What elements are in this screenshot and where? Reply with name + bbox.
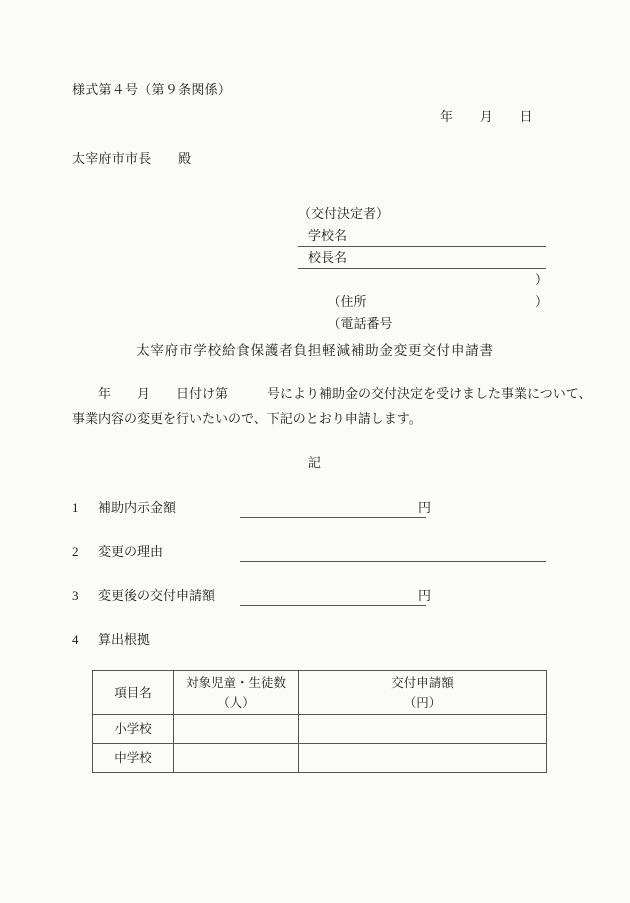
- date-line: 年 月 日: [440, 109, 533, 124]
- item-label: 算出根拠: [98, 632, 151, 647]
- phone-field[interactable]: [298, 291, 548, 331]
- address-label: （住所: [327, 294, 367, 309]
- item-value-blank[interactable]: [240, 541, 546, 562]
- table-row: [93, 715, 547, 744]
- addressee: 太宰府市市長 殿: [72, 151, 192, 166]
- cell-elementary-count[interactable]: [174, 715, 299, 744]
- item-value-blank[interactable]: [240, 585, 426, 606]
- item-label: 変更の理由: [98, 544, 164, 559]
- row-label-junior-high: 中学校: [93, 744, 174, 773]
- body-line-1: 年 月 日付け第 号により補助金の交付決定を受けました事業について、: [72, 386, 592, 401]
- applicant-block: [298, 203, 548, 331]
- column-header-item-name: [93, 671, 174, 715]
- calculation-table: [92, 670, 547, 773]
- item-label: 変更後の交付申請額: [98, 588, 216, 603]
- phone-label: （電話番号: [327, 316, 393, 331]
- cell-junior-high-count[interactable]: [174, 744, 299, 773]
- item-label: 補助内示金額: [98, 500, 177, 515]
- body-paragraph: [72, 381, 592, 431]
- item-number: 2: [72, 544, 79, 559]
- item-subsidy-indicated-amount: [72, 497, 550, 519]
- column-header-student-count: [174, 671, 299, 715]
- item-number: 4: [72, 632, 79, 647]
- item-number: 1: [72, 500, 79, 515]
- ki-marker: 記: [307, 455, 323, 470]
- item-calculation-basis: [72, 629, 550, 651]
- header-main: 項目名: [114, 685, 152, 700]
- address-field[interactable]: [298, 269, 548, 309]
- item-revised-application-amount: [72, 585, 550, 607]
- address-close-paren: ）: [534, 272, 548, 287]
- phone-close-paren: ）: [534, 294, 548, 309]
- item-value-blank[interactable]: [240, 497, 426, 518]
- header-main: 対象児童・生徒数: [185, 675, 286, 690]
- cell-junior-high-amount[interactable]: [299, 744, 547, 773]
- item-unit: 円: [418, 588, 432, 603]
- item-change-reason: [72, 541, 550, 563]
- header-main: 交付申請額: [391, 675, 454, 690]
- form-number: 様式第４号（第９条関係）: [72, 82, 232, 97]
- table-header-row: [93, 671, 547, 715]
- principal-name-field[interactable]: 校長名: [298, 247, 546, 269]
- column-header-application-amount: [299, 671, 547, 715]
- table-row: [93, 744, 547, 773]
- row-label-elementary: 小学校: [93, 715, 174, 744]
- item-number: 3: [72, 588, 79, 603]
- school-name-field[interactable]: 学校名: [298, 225, 546, 247]
- header-sub: （円）: [403, 695, 442, 710]
- body-line-2: 事業内容の変更を行いたいので、下記のとおり申請します。: [72, 411, 422, 426]
- header-sub: （人）: [217, 695, 255, 710]
- page-title: 太宰府市学校給食保護者負担軽減補助金変更交付申請書: [136, 343, 494, 358]
- item-unit: 円: [418, 500, 432, 515]
- cell-elementary-amount[interactable]: [299, 715, 547, 744]
- applicant-heading: （交付決定者）: [298, 206, 390, 221]
